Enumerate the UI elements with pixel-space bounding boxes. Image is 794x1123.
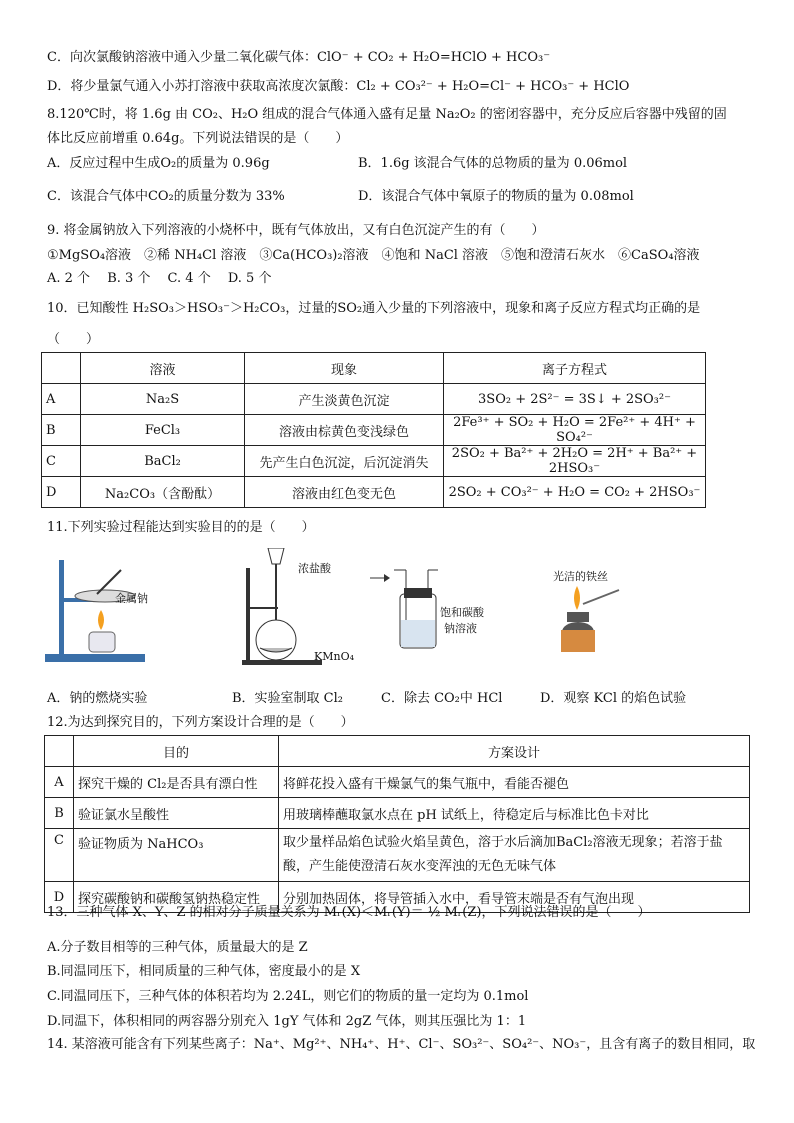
row-label: D <box>42 477 81 508</box>
table-row <box>42 477 706 508</box>
table-cell: 产生淡黄色沉淀 <box>245 384 444 415</box>
sodium-apparatus-icon <box>45 550 155 670</box>
q8-stem-1: 8.120℃时，将 1.6g 由 CO₂、H₂O 组成的混合气体通入盛有足量 Na₂O₂ 的密闭容器中，充分反应后容器中残留的固 <box>47 107 727 122</box>
table-cell: Na₂CO₃（含酚酞） <box>81 477 245 508</box>
q9-items: ①MgSO₄溶液 ②稀 NH₄Cl 溶液 ③Ca(HCO₃)₂溶液 ④饱和 NaCl 溶液 ⑤饱和澄清石灰水 ⑥CaSO₄溶液 <box>47 248 700 263</box>
table-cell: 2SO₂ + Ba²⁺ + 2H₂O = 2H⁺ + Ba²⁺ + 2HSO₃⁻ <box>444 446 706 477</box>
q8-option-c: C．该混合气体中CO₂的质量分数为 33% <box>47 189 285 204</box>
table-row <box>45 798 750 829</box>
label-sat-solution-2: 钠溶液 <box>444 622 477 635</box>
table-cell: 用玻璃棒蘸取氯水点在 pH 试纸上，待稳定后与标准比色卡对比 <box>279 798 750 829</box>
q13-option-d: D.同温下，体积相同的两容器分别充入 1gY 气体和 2gZ 气体，则其压强比为 1：1 <box>47 1014 527 1029</box>
row-label: B <box>45 798 74 829</box>
label-sat-solution: 饱和碳酸 <box>440 606 484 619</box>
row-label: C <box>45 829 74 882</box>
table-cell: 分别加热固体，将导管插入水中，看导管末端是否有气泡出现 <box>279 882 750 913</box>
figure-sodium-combustion <box>45 550 155 670</box>
label-conc-hcl: 浓盐酸 <box>298 562 331 575</box>
label-kmno4: KMnO₄ <box>314 650 354 663</box>
table-cell: FeCl₃ <box>81 415 245 446</box>
q13-option-a: A.分子数目相等的三种气体，质量最大的是 Z <box>47 940 308 955</box>
q10-stem-paren: （ ） <box>47 332 100 347</box>
table-cell: 溶液由红色变无色 <box>245 477 444 508</box>
table-header: 方案设计 <box>279 736 750 767</box>
q13-option-c: C.同温同压下，三种气体的体积若均为 2.24L，则它们的物质的量一定均为 0.1mol <box>47 989 529 1004</box>
table-cell: 将鲜花投入盛有干燥氯气的集气瓶中，看能否褪色 <box>279 767 750 798</box>
wash-bottle-icon <box>370 568 440 653</box>
q10-stem: 10．已知酸性 H₂SO₃＞HSO₃⁻＞H₂CO₃，过量的SO₂通入少量的下列溶液中，现象和离子反应方程式均正确的是 <box>47 301 701 316</box>
q9-options: A. 2 个 B. 3 个 C. 4 个 D. 5 个 <box>47 271 272 286</box>
q11-stem: 11.下列实验过程能达到实验目的的是（ ） <box>47 520 315 535</box>
q7-option-d: D．将少量氯气通入小苏打溶液中获取高浓度次氯酸：Cl₂ + CO₃²⁻ + H₂O=Cl⁻ + HCO₃⁻ + HClO <box>47 79 630 94</box>
table-row <box>42 353 706 384</box>
q8-stem-2: 体比反应前增重 0.64g。下列说法错误的是（ ） <box>47 131 349 146</box>
table-row <box>45 829 750 882</box>
q8-option-d: D．该混合气体中氧原子的物质的量为 0.08mol <box>358 189 634 204</box>
row-label: B <box>42 415 81 446</box>
table-cell: 验证物质为 NaHCO₃ <box>74 829 279 882</box>
table-cell: 取少量样品焰色试验火焰呈黄色，溶于水后滴加BaCl₂溶液无现象；若溶于盐酸，产生能使澄清石灰水变浑浊的无色无味气体 <box>279 829 750 882</box>
q13-stem: 13．三种气体 X、Y、Z 的相对分子质量关系为 Mᵣ(X)＜Mᵣ(Y)＝ ½ Mᵣ(Z)，下列说法错误的是（ ） <box>47 905 651 920</box>
table-header: 目的 <box>74 736 279 767</box>
q10-table <box>41 352 706 508</box>
table-cell: 3SO₂ + 2S²⁻ = 3S↓ + 2SO₃²⁻ <box>444 384 706 415</box>
table-cell: BaCl₂ <box>81 446 245 477</box>
table-row <box>45 767 750 798</box>
q12-table <box>44 735 750 913</box>
table-cell: Na₂S <box>81 384 245 415</box>
table-row <box>42 384 706 415</box>
label-iron-wire: 光洁的铁丝 <box>553 570 608 583</box>
q8-option-b: B．1.6g 该混合气体的总物质的量为 0.06mol <box>358 156 628 171</box>
table-row <box>42 415 706 446</box>
table-header: 现象 <box>245 353 444 384</box>
q8-option-a: A．反应过程中生成O₂的质量为 0.96g <box>47 156 270 171</box>
figure-cl2-preparation <box>238 548 354 673</box>
table-cell: 2Fe³⁺ + SO₂ + H₂O = 2Fe²⁺ + 4H⁺ + SO₄²⁻ <box>444 415 706 446</box>
figure-gas-washing <box>370 568 484 653</box>
table-cell: 2SO₂ + CO₃²⁻ + H₂O = CO₂ + 2HSO₃⁻ <box>444 477 706 508</box>
table-header: 离子方程式 <box>444 353 706 384</box>
q11-option-a: A．钠的燃烧实验 <box>47 691 148 706</box>
row-label: C <box>42 446 81 477</box>
table-row <box>45 736 750 767</box>
table-cell: 溶液由棕黄色变浅绿色 <box>245 415 444 446</box>
row-label: A <box>45 767 74 798</box>
q12-stem: 12.为达到探究目的，下列方案设计合理的是（ ） <box>47 715 354 730</box>
table-header: 溶液 <box>81 353 245 384</box>
row-label: A <box>42 384 81 415</box>
q9-stem: 9. 将金属钠放入下列溶液的小烧杯中，既有气体放出，又有白色沉淀产生的有（ ） <box>47 223 545 238</box>
table-cell: 探究干燥的 Cl₂是否具有漂白性 <box>74 767 279 798</box>
label-sodium: 金属钠 <box>115 592 148 605</box>
q11-option-d: D．观察 KCl 的焰色试验 <box>540 691 687 706</box>
table-cell: 先产生白色沉淀，后沉淀消失 <box>245 446 444 477</box>
q11-option-b: B．实验室制取 Cl₂ <box>232 691 344 706</box>
q11-option-c: C．除去 CO₂中 HCl <box>381 691 503 706</box>
row-label: D <box>45 882 74 913</box>
table-cell: 验证氯水呈酸性 <box>74 798 279 829</box>
figure-flame-test <box>553 570 633 660</box>
table-row <box>42 446 706 477</box>
table-cell: 探究碳酸钠和碳酸氢钠热稳定性 <box>74 882 279 913</box>
q7-option-c: C．向次氯酸钠溶液中通入少量二氧化碳气体：ClO⁻ + CO₂ + H₂O=HClO + HCO₃⁻ <box>47 50 551 65</box>
q14-stem: 14. 某溶液可能含有下列某些离子：Na⁺、Mg²⁺、NH₄⁺、H⁺、Cl⁻、SO₃²⁻、SO₄²⁻、NO₃⁻，且含有离子的数目相同，取 <box>47 1037 756 1052</box>
q13-option-b: B.同温同压下，相同质量的三种气体，密度最小的是 X <box>47 964 361 979</box>
